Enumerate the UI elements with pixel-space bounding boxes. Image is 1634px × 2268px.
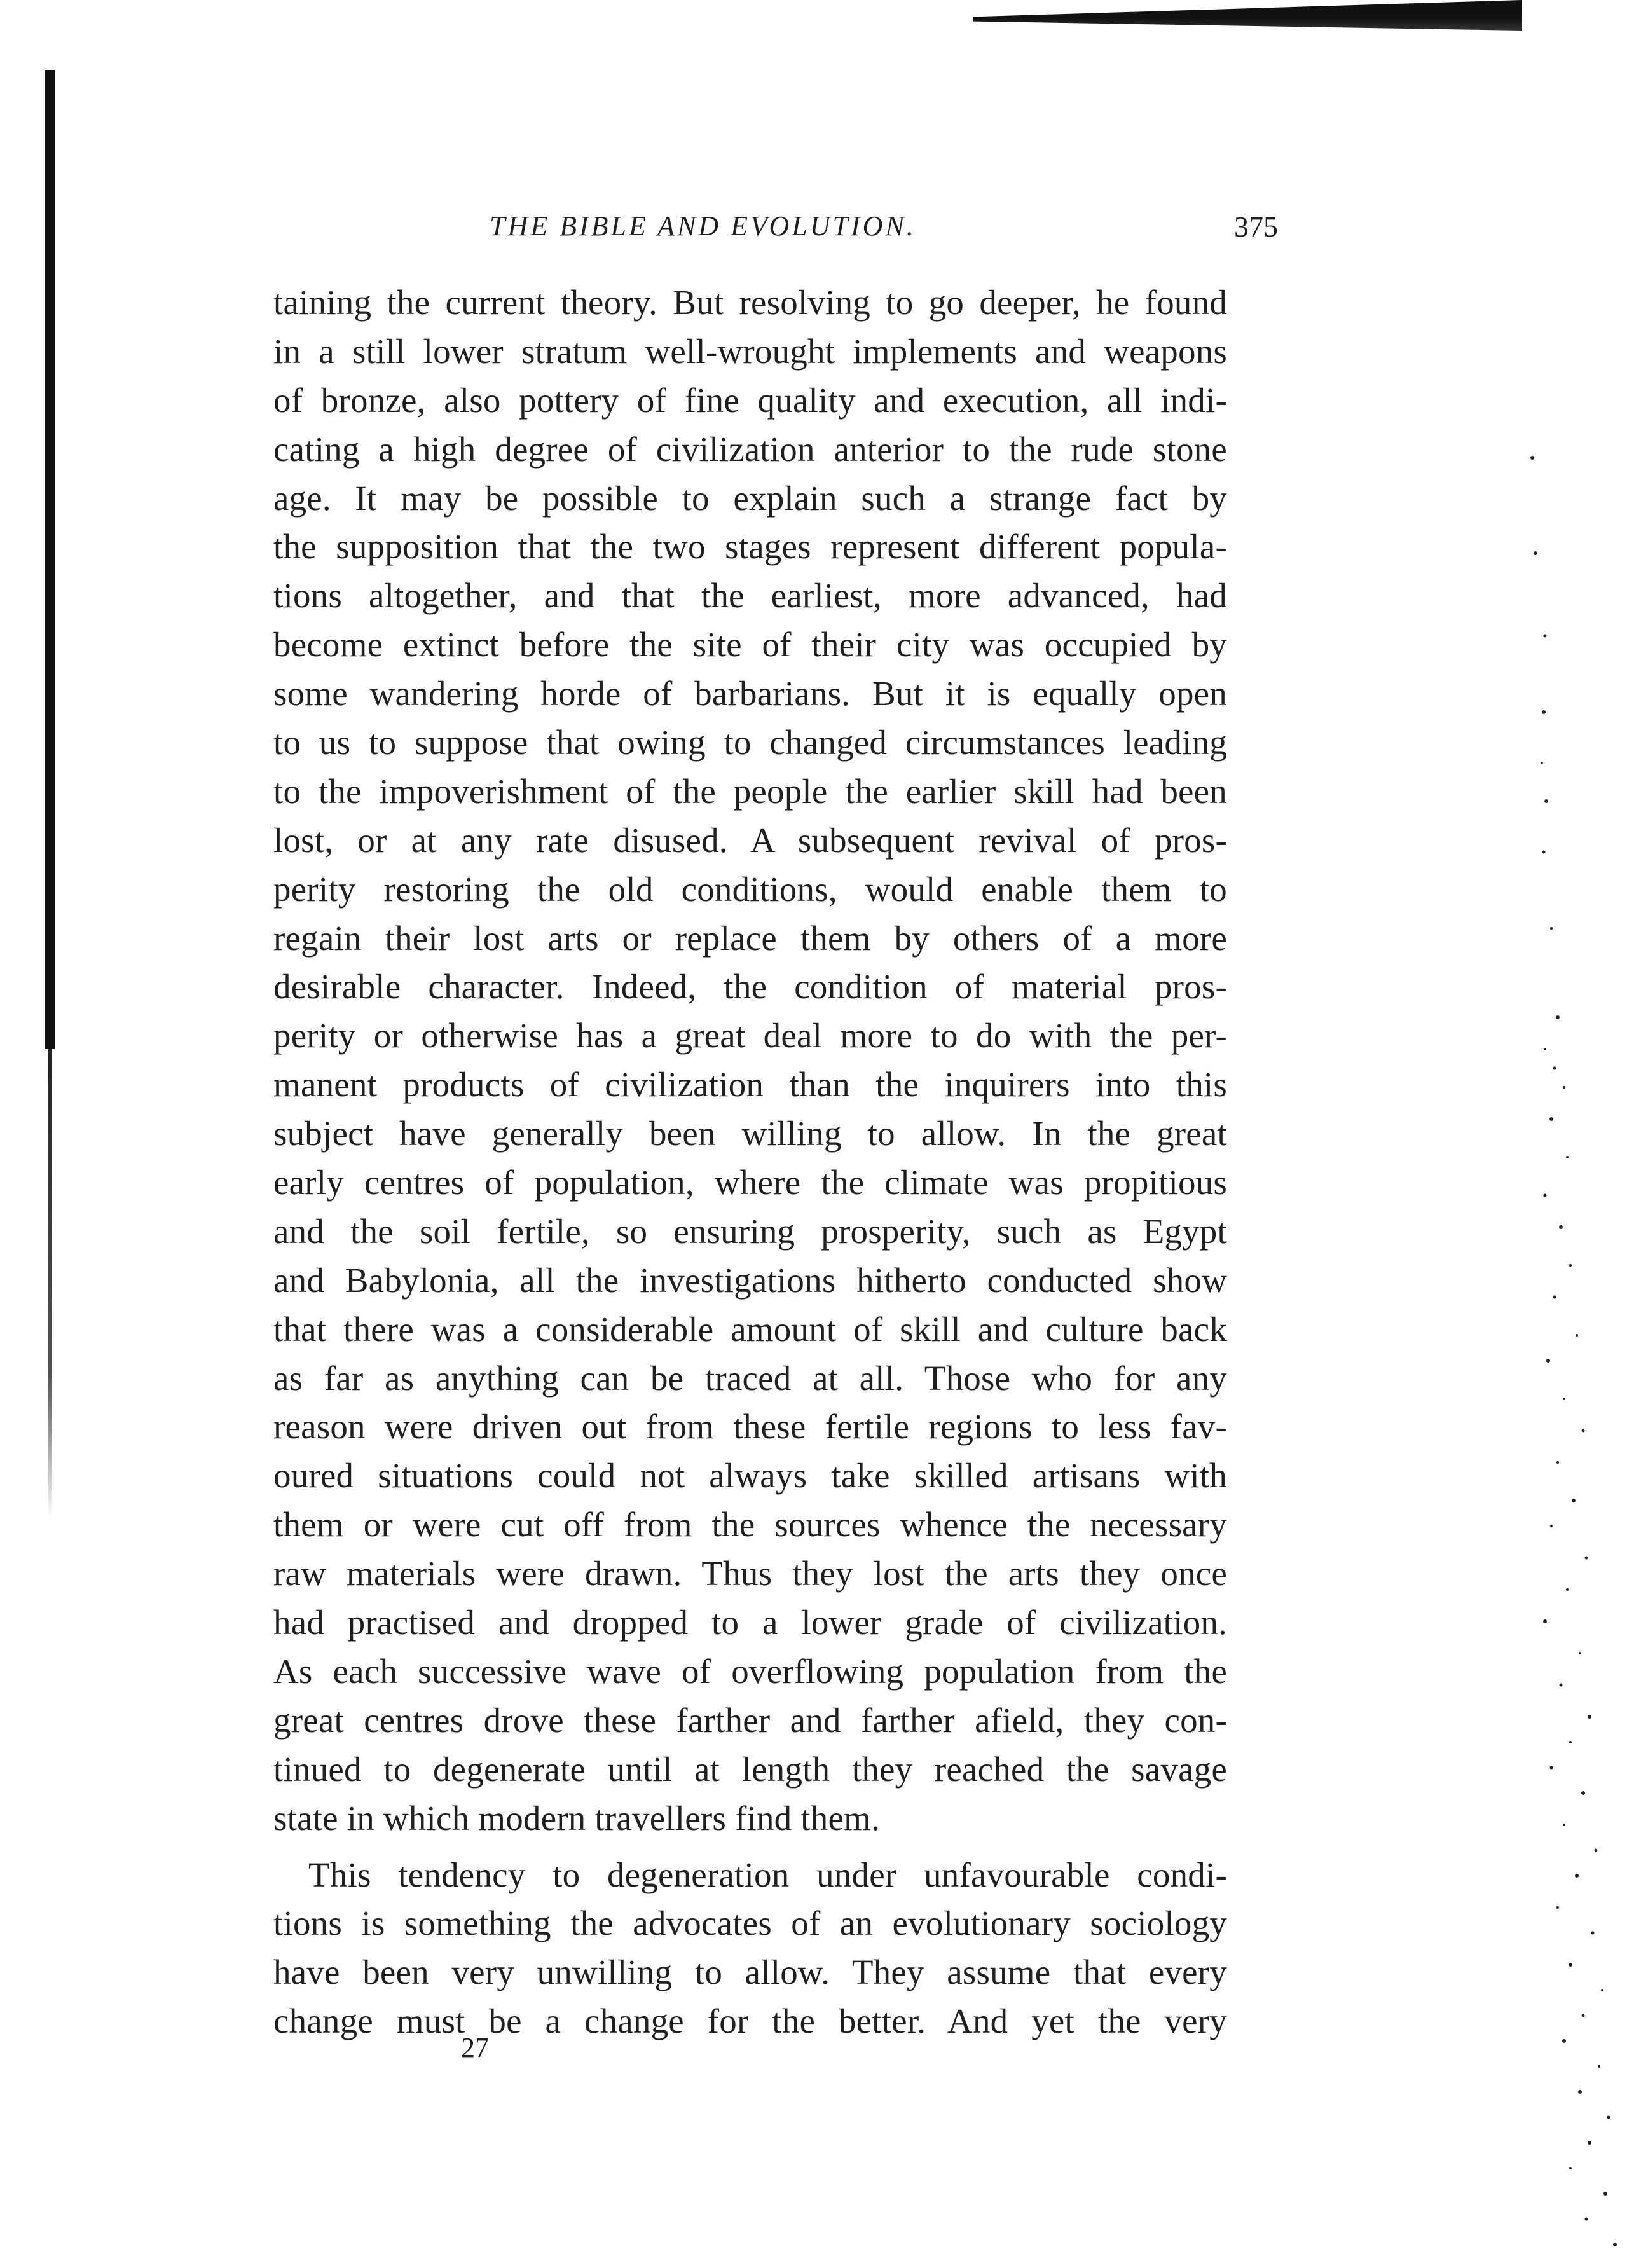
text-line: desirable character. Indeed, the condition of material pros-: [273, 967, 1227, 1007]
text-line: in a still lower stratum well-wrought implements and weapons: [273, 331, 1227, 371]
text-line: become extinct before the site of their city was occupied by: [273, 625, 1227, 664]
paragraph-gap: [273, 1843, 1227, 1851]
scan-edge-shadow-left: [45, 70, 55, 1049]
text-line: oured situations could not always take skilled artisans with: [273, 1456, 1227, 1495]
text-line: to us to suppose that owing to changed circumstances leading: [273, 723, 1227, 762]
text-line: lost, or at any rate disused. A subsequent revival of pros-: [273, 820, 1227, 860]
text-line: perity or otherwise has a great deal more to do with the per-: [273, 1016, 1227, 1055]
text-line: that there was a considerable amount of skill and culture back: [273, 1309, 1227, 1349]
page-number: 375: [1234, 210, 1278, 243]
text-line: state in which modern travellers find them.: [273, 1798, 881, 1838]
text-line: had practised and dropped to a lower grade of civilization.: [273, 1603, 1227, 1642]
text-line: This tendency to degeneration under unfavourable condi-: [308, 1855, 1227, 1894]
text-line: As each successive wave of overflowing population from the: [273, 1651, 1227, 1691]
text-line: manent products of civilization than the inquirers into this: [273, 1065, 1227, 1104]
text-line: reason were driven out from these fertile regions to less fav-: [273, 1407, 1227, 1447]
text-line: have been very unwilling to allow. They assume that every: [273, 1953, 1227, 1992]
text-line: them or were cut off from the sources whence the necessary: [273, 1505, 1227, 1544]
text-line: as far as anything can be traced at all. Those who for any: [273, 1358, 1227, 1398]
text-line: regain their lost arts or replace them by others of a more: [273, 918, 1227, 958]
text-line: tinued to degenerate until at length they reached the savage: [273, 1749, 1227, 1789]
scan-speckle-noise: [1507, 445, 1628, 2264]
text-line: age. It may be possible to explain such a strange fact by: [273, 478, 1227, 518]
text-line: of bronze, also pottery of fine quality and execution, all indi-: [273, 380, 1227, 420]
signature-mark: 27: [461, 2032, 489, 2063]
text-line: and Babylonia, all the investigations hitherto conducted show: [273, 1260, 1227, 1300]
text-line: early centres of population, where the climate was propitious: [273, 1163, 1227, 1202]
text-line: some wandering horde of barbarians. But it is equally open: [273, 674, 1227, 713]
scan-edge-shadow-left-fade: [48, 1049, 52, 1520]
text-line: taining the current theory. But resolving to go deeper, he found: [273, 283, 1227, 322]
text-line: perity restoring the old conditions, would enable them to: [273, 869, 1227, 909]
running-head: [490, 210, 1278, 254]
scan-edge-shadow-top: [973, 0, 1522, 31]
text-line: great centres drove these farther and farther afield, they con-: [273, 1700, 1227, 1740]
text-line: tions is something the advocates of an evolutionary sociology: [273, 1904, 1227, 1943]
text-line: and the soil fertile, so ensuring prosperity, such as Egypt: [273, 1211, 1227, 1251]
body-text: [273, 278, 1227, 2059]
running-title: THE BIBLE AND EVOLUTION.: [490, 210, 916, 242]
text-line: raw materials were drawn. Thus they lost the arts they once: [273, 1554, 1227, 1593]
text-line: cating a high degree of civilization anterior to the rude stone: [273, 429, 1227, 469]
text-line: tions altogether, and that the earliest, more advanced, had: [273, 576, 1227, 615]
text-line: change must be a change for the better. And yet the very: [273, 2002, 1227, 2041]
text-line: to the impoverishment of the people the earlier skill had been: [273, 771, 1227, 811]
text-line: subject have generally been willing to allow. In the great: [273, 1114, 1227, 1153]
text-line: the supposition that the two stages represent different popula-: [273, 527, 1227, 567]
